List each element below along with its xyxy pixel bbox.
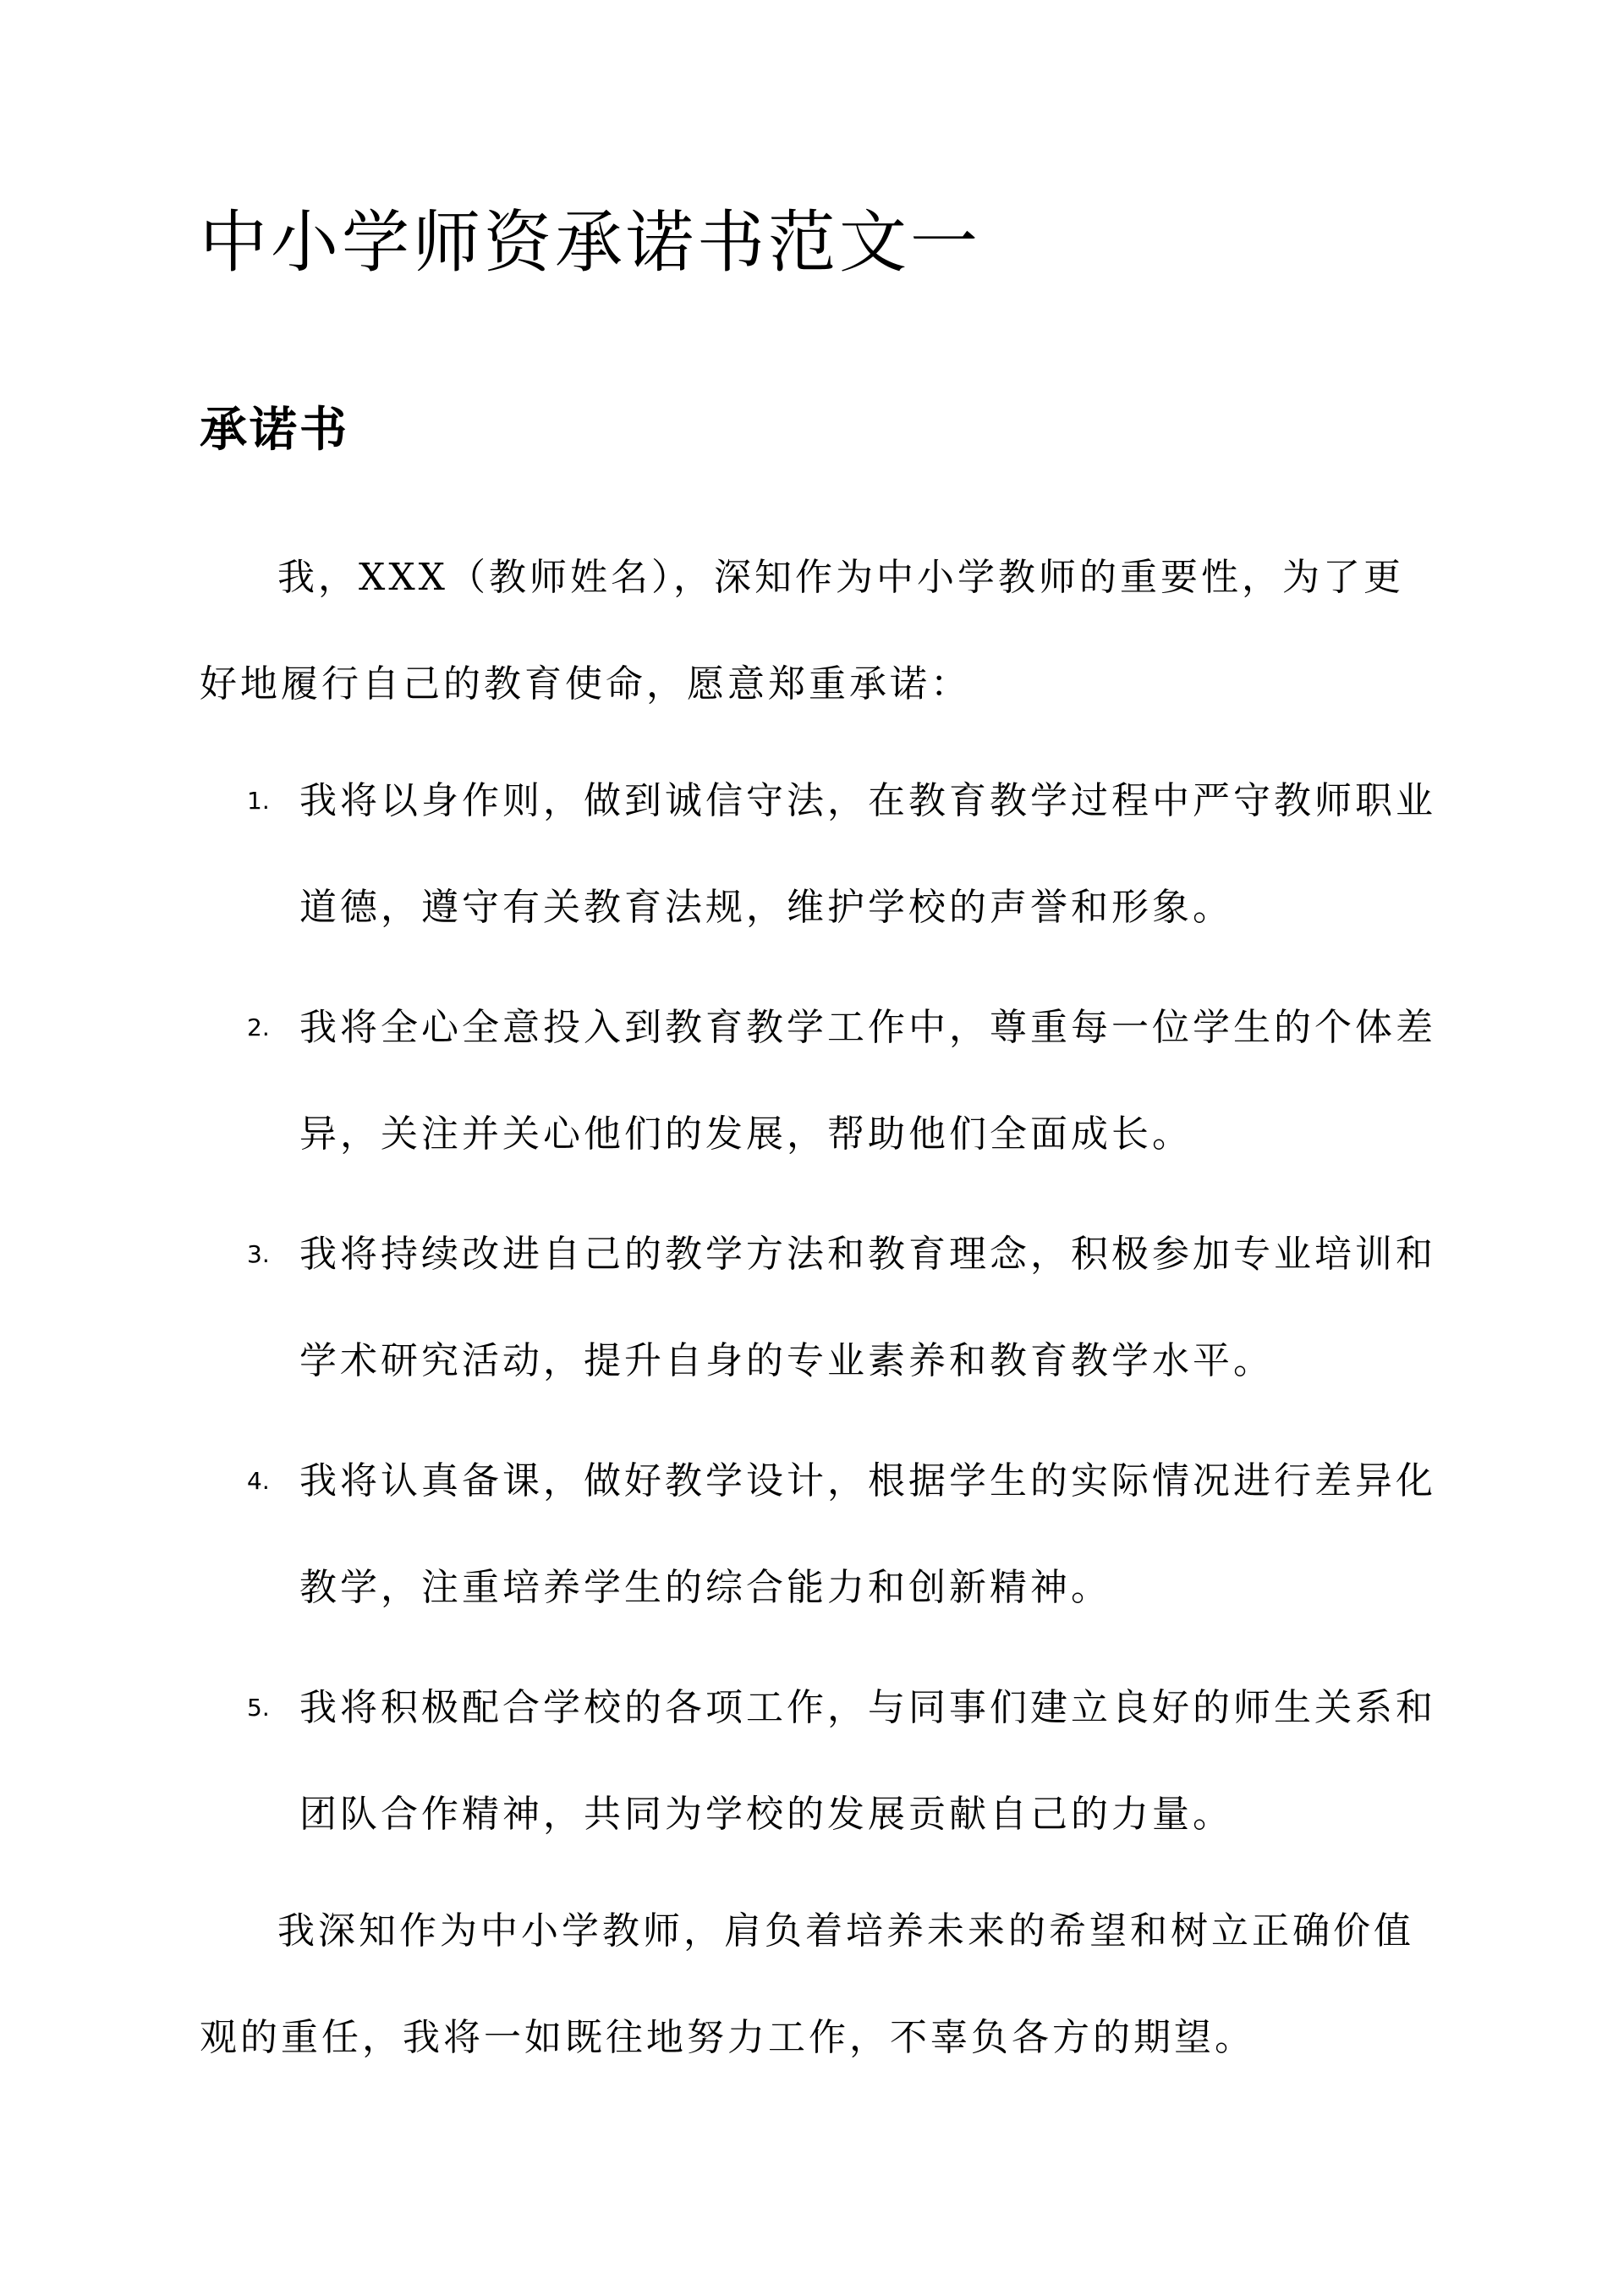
- list-item: [200, 975, 1443, 1188]
- list-item-text: 我将全心全意投入到教育教学工作中，尊重每一位学生的个体差异，关注并关心他们的发展，帮助他们全面成长。: [299, 1006, 1436, 1156]
- list-item: [200, 1428, 1443, 1641]
- list-item-text: 我将以身作则，做到诚信守法，在教育教学过程中严守教师职业道德，遵守有关教育法规，维护学校的声誉和形象。: [299, 779, 1436, 929]
- list-item-number: 5.: [247, 1694, 270, 1722]
- list-item-number: 4.: [247, 1467, 270, 1495]
- list-item-text: 我将持续改进自己的教学方法和教育理念，积极参加专业培训和学术研究活动，提升自身的专业素养和教育教学水平。: [299, 1233, 1436, 1382]
- list-item-text: 我将认真备课，做好教学设计，根据学生的实际情况进行差异化教学，注重培养学生的综合能力和创新精神。: [299, 1459, 1436, 1609]
- list-item-number: 2.: [247, 1013, 270, 1041]
- closing-paragraph: 我深知作为中小学教师，肩负着培养未来的希望和树立正确价值观的重任，我将一如既往地努力工作，不辜负各方的期望。: [200, 1909, 1414, 2059]
- document-title: 中小学师资承诺书范文一: [200, 203, 981, 282]
- list-item: [200, 1655, 1443, 1868]
- list-item: [200, 748, 1443, 961]
- intro-paragraph: 我，XXX（教师姓名），深知作为中小学教师的重要性，为了更好地履行自己的教育使命，愿意郑重承诺：: [200, 556, 1404, 706]
- list-item-text: 我将积极配合学校的各项工作，与同事们建立良好的师生关系和团队合作精神，共同为学校的发展贡献自己的力量。: [299, 1686, 1436, 1836]
- commitment-list: [200, 748, 1443, 1881]
- list-item-number: 3.: [247, 1240, 270, 1268]
- section-heading: 承诺书: [200, 402, 349, 458]
- list-item: [200, 1201, 1443, 1414]
- list-item-number: 1.: [247, 787, 270, 815]
